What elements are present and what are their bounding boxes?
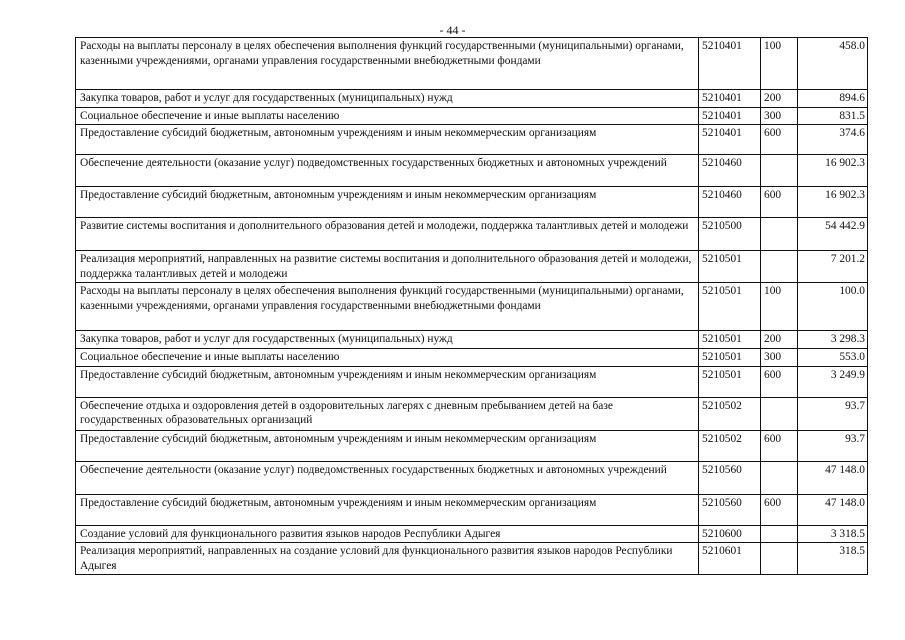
expense-type-cell — [761, 218, 798, 251]
expense-name-cell: Реализация мероприятий, направленных на развитие системы воспитания и дополнительного образования детей и молодежи, поддержка талантливых детей и молодежи — [76, 251, 699, 283]
expense-type-cell: 600 — [761, 494, 798, 525]
target-code-cell: 5210600 — [699, 525, 761, 543]
amount-cell: 100.0 — [798, 283, 868, 331]
expense-name-cell: Реализация мероприятий, направленных на создание условий для функционального развития языков народов Республики Адыгея — [76, 543, 699, 575]
target-code-cell: 5210460 — [699, 187, 761, 218]
target-code-cell: 5210601 — [699, 543, 761, 575]
budget-table-body — [76, 38, 868, 575]
expense-name-cell: Обеспечение деятельности (оказание услуг) подведомственных государственных бюджетных и автономных учреждений — [76, 461, 699, 494]
amount-cell: 458.0 — [798, 38, 868, 90]
target-code-cell: 5210560 — [699, 461, 761, 494]
table-row — [76, 331, 868, 349]
expense-name-cell: Предоставление субсидий бюджетным, автономным учреждениям и иным некоммерческим организациям — [76, 366, 699, 397]
table-row — [76, 107, 868, 125]
amount-cell: 7 201.2 — [798, 251, 868, 283]
table-row — [76, 38, 868, 90]
target-code-cell: 5210500 — [699, 218, 761, 251]
expense-name-cell: Предоставление субсидий бюджетным, автономным учреждениям и иным некоммерческим организациям — [76, 125, 699, 155]
expense-type-cell: 600 — [761, 187, 798, 218]
expense-type-cell — [761, 461, 798, 494]
amount-cell: 894.6 — [798, 90, 868, 108]
table-row — [76, 430, 868, 461]
target-code-cell: 5210401 — [699, 90, 761, 108]
table-row — [76, 397, 868, 430]
expense-name-cell: Развитие системы воспитания и дополнительного образования детей и молодежи, поддержка талантливых детей и молодежи — [76, 218, 699, 251]
expense-type-cell — [761, 397, 798, 430]
target-code-cell: 5210401 — [699, 107, 761, 125]
table-row — [76, 348, 868, 366]
expense-name-cell: Закупка товаров, работ и услуг для государственных (муниципальных) нужд — [76, 90, 699, 108]
expense-type-cell: 100 — [761, 283, 798, 331]
amount-cell: 93.7 — [798, 430, 868, 461]
expense-type-cell — [761, 525, 798, 543]
target-code-cell: 5210501 — [699, 348, 761, 366]
amount-cell: 93.7 — [798, 397, 868, 430]
target-code-cell: 5210560 — [699, 494, 761, 525]
target-code-cell: 5210501 — [699, 251, 761, 283]
expense-type-cell — [761, 251, 798, 283]
expense-name-cell: Социальное обеспечение и иные выплаты населению — [76, 107, 699, 125]
table-row — [76, 283, 868, 331]
amount-cell: 831.5 — [798, 107, 868, 125]
amount-cell: 3 298.3 — [798, 331, 868, 349]
table-row — [76, 90, 868, 108]
expense-name-cell: Социальное обеспечение и иные выплаты населению — [76, 348, 699, 366]
expense-name-cell: Расходы на выплаты персоналу в целях обеспечения выполнения функций государственными (муниципальными) органами, казенными учреждениями, органами управления государственными внебюджетными фондами — [76, 38, 699, 90]
table-row — [76, 125, 868, 155]
expense-type-cell — [761, 155, 798, 187]
target-code-cell: 5210502 — [699, 397, 761, 430]
target-code-cell: 5210501 — [699, 331, 761, 349]
amount-cell: 374.6 — [798, 125, 868, 155]
expense-type-cell: 200 — [761, 90, 798, 108]
budget-table — [75, 37, 868, 575]
table-row — [76, 155, 868, 187]
amount-cell: 16 902.3 — [798, 187, 868, 218]
page-number: - 44 - — [439, 23, 466, 37]
table-row — [76, 543, 868, 575]
target-code-cell: 5210460 — [699, 155, 761, 187]
amount-cell: 47 148.0 — [798, 461, 868, 494]
table-row — [76, 218, 868, 251]
expense-type-cell: 600 — [761, 430, 798, 461]
table-row — [76, 461, 868, 494]
expense-type-cell: 300 — [761, 348, 798, 366]
amount-cell: 47 148.0 — [798, 494, 868, 525]
target-code-cell: 5210501 — [699, 366, 761, 397]
amount-cell: 3 249.9 — [798, 366, 868, 397]
table-row — [76, 251, 868, 283]
expense-type-cell: 100 — [761, 38, 798, 90]
target-code-cell: 5210501 — [699, 283, 761, 331]
expense-name-cell: Создание условий для функционального развития языков народов Республики Адыгея — [76, 525, 699, 543]
amount-cell: 553.0 — [798, 348, 868, 366]
expense-name-cell: Предоставление субсидий бюджетным, автономным учреждениям и иным некоммерческим организациям — [76, 494, 699, 525]
table-row — [76, 366, 868, 397]
amount-cell: 3 318.5 — [798, 525, 868, 543]
target-code-cell: 5210502 — [699, 430, 761, 461]
amount-cell: 16 902.3 — [798, 155, 868, 187]
expense-type-cell: 300 — [761, 107, 798, 125]
target-code-cell: 5210401 — [699, 38, 761, 90]
expense-name-cell: Предоставление субсидий бюджетным, автономным учреждениям и иным некоммерческим организациям — [76, 430, 699, 461]
expense-name-cell: Обеспечение отдыха и оздоровления детей в оздоровительных лагерях с дневным пребыванием детей на базе государственных образовательных организаций — [76, 397, 699, 430]
expense-type-cell — [761, 543, 798, 575]
table-row — [76, 494, 868, 525]
expense-type-cell: 600 — [761, 366, 798, 397]
expense-name-cell: Обеспечение деятельности (оказание услуг) подведомственных государственных бюджетных и автономных учреждений — [76, 155, 699, 187]
table-row — [76, 525, 868, 543]
expense-name-cell: Закупка товаров, работ и услуг для государственных (муниципальных) нужд — [76, 331, 699, 349]
expense-name-cell: Предоставление субсидий бюджетным, автономным учреждениям и иным некоммерческим организациям — [76, 187, 699, 218]
expense-type-cell: 200 — [761, 331, 798, 349]
expense-name-cell: Расходы на выплаты персоналу в целях обеспечения выполнения функций государственными (муниципальными) органами, казенными учреждениями, органами управления государственными внебюджетными фондами — [76, 283, 699, 331]
target-code-cell: 5210401 — [699, 125, 761, 155]
amount-cell: 54 442.9 — [798, 218, 868, 251]
expense-type-cell: 600 — [761, 125, 798, 155]
table-row — [76, 187, 868, 218]
amount-cell: 318.5 — [798, 543, 868, 575]
